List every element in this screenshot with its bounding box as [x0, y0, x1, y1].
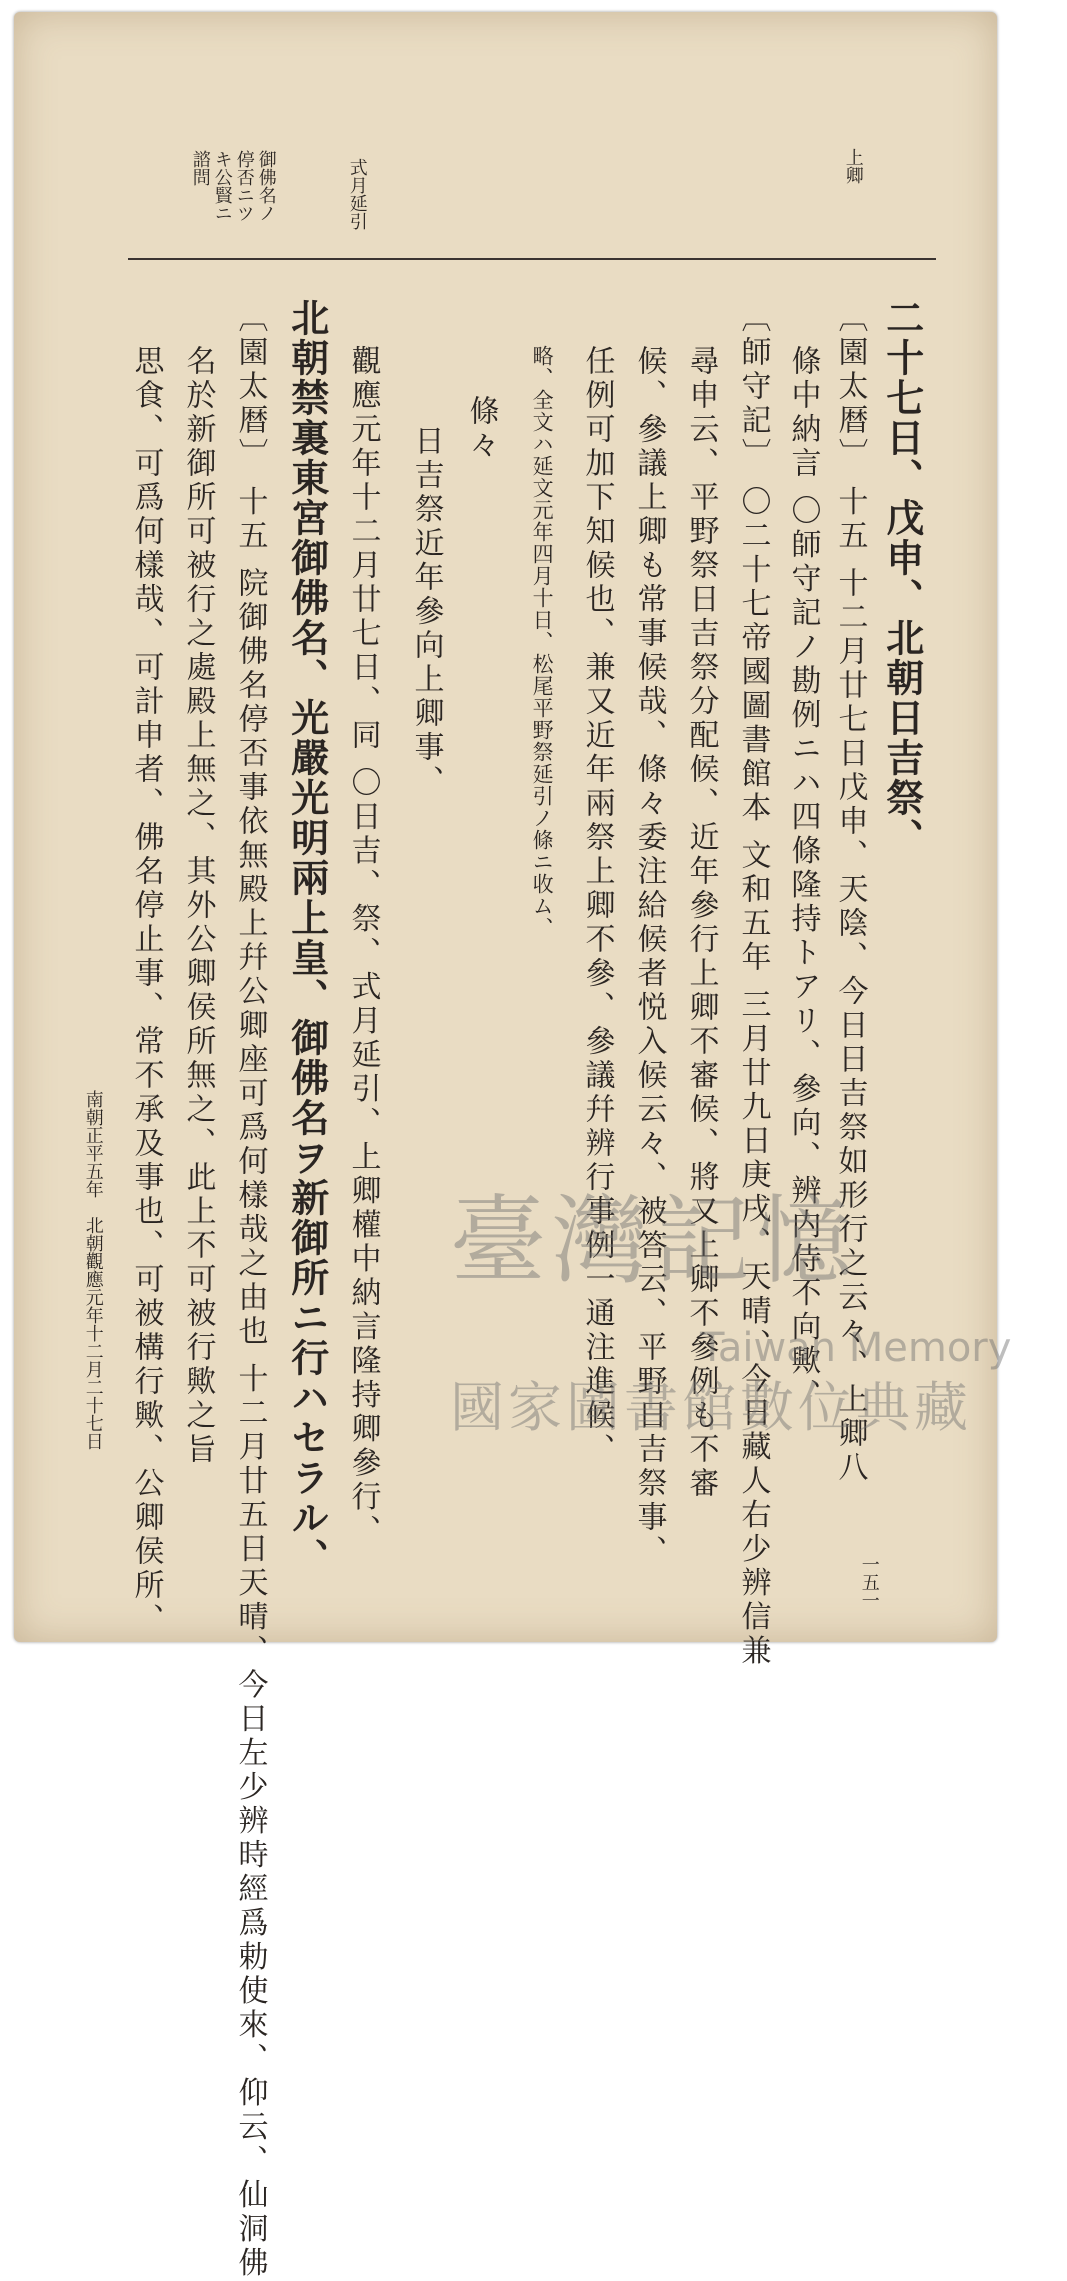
watermark-english: Taiwan Memory	[700, 1325, 1012, 1371]
entry-heading-butsumyo: 北朝禁裏東宮御佛名、光嚴光明兩上皇、御佛名ヲ新御所ニ行ハセラル、	[284, 298, 330, 1578]
watermark-calligraphy: 臺灣記憶	[450, 1185, 858, 1297]
entry-heading-27th: 二十七日、戊申、北朝日吉祭、	[879, 298, 925, 858]
margin-note-shiki: 式月延引	[346, 158, 368, 230]
text-column-13: 〔園太暦〕 十五 院御佛名停否事依無殿上幷公卿座可爲何樣哉之由也 十二月廿五日天晴、今日左少辨時經爲勅使來、仰云、仙洞佛	[232, 302, 268, 2281]
text-column-2: 〔園太暦〕 十五 十二月廿七日戊申、天陰、今日日吉祭如形行之云々、上卿八	[832, 302, 868, 1486]
text-column-5: 尋申云、平野祭日吉祭分配候、近年參行上卿不審候、將又上卿不參例も不審	[683, 345, 719, 1501]
text-column-14: 名於新御所可被行之處殿上無之、其外公卿侯所無之、此上不可被行歟之旨	[180, 345, 216, 1467]
margin-note-buddha-2: 停否ニツ	[233, 150, 255, 222]
text-column-6: 候、參議上卿も常事候哉、條々委注給候者悦入候云々、被答云、平野日吉祭事、	[631, 345, 667, 1569]
running-head: 南朝正平五年 北朝觀應元年十二月二十七日	[82, 1090, 104, 1450]
text-column-8-note: 略、全文ハ延文元年四月十日、松尾平野祭延引ノ條ニ收ム、	[530, 345, 555, 939]
page-number: 一五一	[858, 1555, 880, 1609]
margin-note-buddha-4: 諮問	[189, 150, 211, 186]
text-column-11: 觀應元年十二月廿七日、同 〇日吉、祭、式月延引、上卿權中納言隆持卿參行、	[345, 345, 381, 1549]
margin-note-upper: 上卿	[842, 148, 864, 184]
text-column-15: 思食、可爲何樣哉、可計申者、佛名停止事、常不承及事也、可被構行歟、公卿侯所、	[128, 345, 164, 1637]
text-column-9: 條々	[463, 395, 499, 463]
margin-note-buddha-3: キ公賢ニ	[211, 150, 233, 222]
text-column-4: 〔師守記〕 〇二十七帝國圖書館本 文和五年 三月廿九日庚戌、天晴、今日藏人右少辨信兼	[735, 302, 771, 1669]
text-column-7: 任例可加下知候也、兼又近年兩祭上卿不參、參議幷辨行事例一通注進候、	[579, 345, 615, 1467]
margin-note-buddha-1: 御佛名ノ	[255, 150, 277, 222]
watermark-institution: 國家圖書館數位典藏	[450, 1376, 972, 1439]
text-column-10: 日吉祭近年參向上卿事、	[408, 425, 444, 799]
text-column-3: 條中納言 〇師守記ノ勘例ニハ四條隆持トアリ、參向、辨内侍不向歟、	[785, 345, 821, 1413]
header-rule	[128, 258, 936, 260]
